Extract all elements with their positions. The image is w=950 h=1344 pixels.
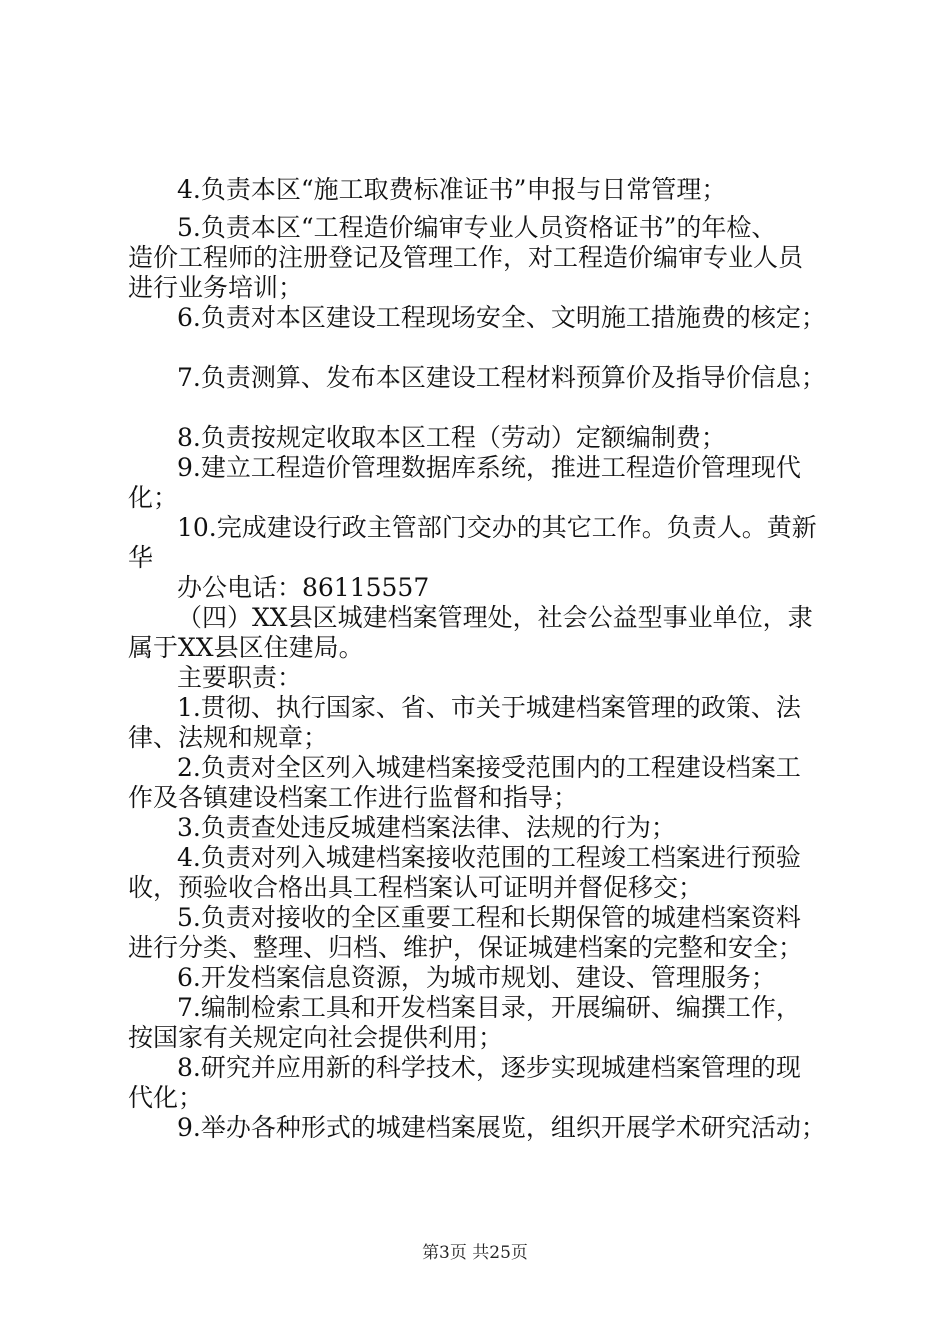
body-line: 4.负责对列入城建档案接收范围的工程竣工档案进行预验	[177, 843, 801, 872]
body-line: 8.负责按规定收取本区工程（劳动）定额编制费；	[177, 423, 726, 452]
page-footer: 第3页 共25页	[422, 1243, 528, 1263]
body-line: 进行分类、整理、归档、维护，保证城建档案的完整和安全；	[128, 933, 804, 962]
body-line: 华	[128, 543, 154, 572]
body-line: 5.负责本区“工程造价编审专业人员资格证书”的年检、	[177, 213, 777, 242]
body-line: 9.举办各种形式的城建档案展览，组织开展学术研究活动；	[177, 1113, 826, 1142]
body-line: 6.开发档案信息资源，为城市规划、建设、管理服务；	[177, 963, 776, 992]
body-line: 按国家有关规定向社会提供利用；	[128, 1023, 504, 1052]
body-line: 律、法规和规章；	[128, 723, 329, 752]
body-line: 作及各镇建设档案工作进行监督和指导；	[128, 783, 579, 812]
body-line: 进行业务培训；	[128, 273, 304, 302]
body-line: 10.完成建设行政主管部门交办的其它工作。负责人。黄新	[177, 513, 817, 542]
body-line: 1.贯彻、执行国家、省、市关于城建档案管理的政策、法	[177, 693, 801, 722]
body-line: 2.负责对全区列入城建档案接受范围内的工程建设档案工	[177, 753, 801, 782]
body-line: 4.负责本区“施工取费标准证书”申报与日常管理；	[177, 175, 727, 204]
body-line: 6.负责对本区建设工程现场安全、文明施工措施费的核定；	[177, 303, 826, 332]
body-line: 主要职责：	[177, 663, 303, 692]
body-line: 3.负责查处违反城建档案法律、法规的行为；	[177, 813, 676, 842]
body-line: 8.研究并应用新的科学技术，逐步实现城建档案管理的现	[177, 1053, 801, 1082]
body-line: 办公电话：86115557	[177, 573, 430, 602]
body-line: 代化；	[128, 1083, 204, 1112]
body-line: 属于XX县区住建局。	[128, 633, 364, 662]
body-line: 7.编制检索工具和开发档案目录，开展编研、编撰工作，	[177, 993, 801, 1022]
body-line: 7.负责测算、发布本区建设工程材料预算价及指导价信息；	[177, 363, 826, 392]
body-line: 化；	[128, 483, 179, 512]
body-line: 9.建立工程造价管理数据库系统，推进工程造价管理现代	[177, 453, 801, 482]
body-line: 造价工程师的注册登记及管理工作，对工程造价编审专业人员	[128, 243, 804, 272]
body-line: （四）XX县区城建档案管理处，社会公益型事业单位，隶	[177, 603, 813, 632]
body-line: 收，预验收合格出具工程档案认可证明并督促移交；	[128, 873, 704, 902]
body-line: 5.负责对接收的全区重要工程和长期保管的城建档案资料	[177, 903, 801, 932]
